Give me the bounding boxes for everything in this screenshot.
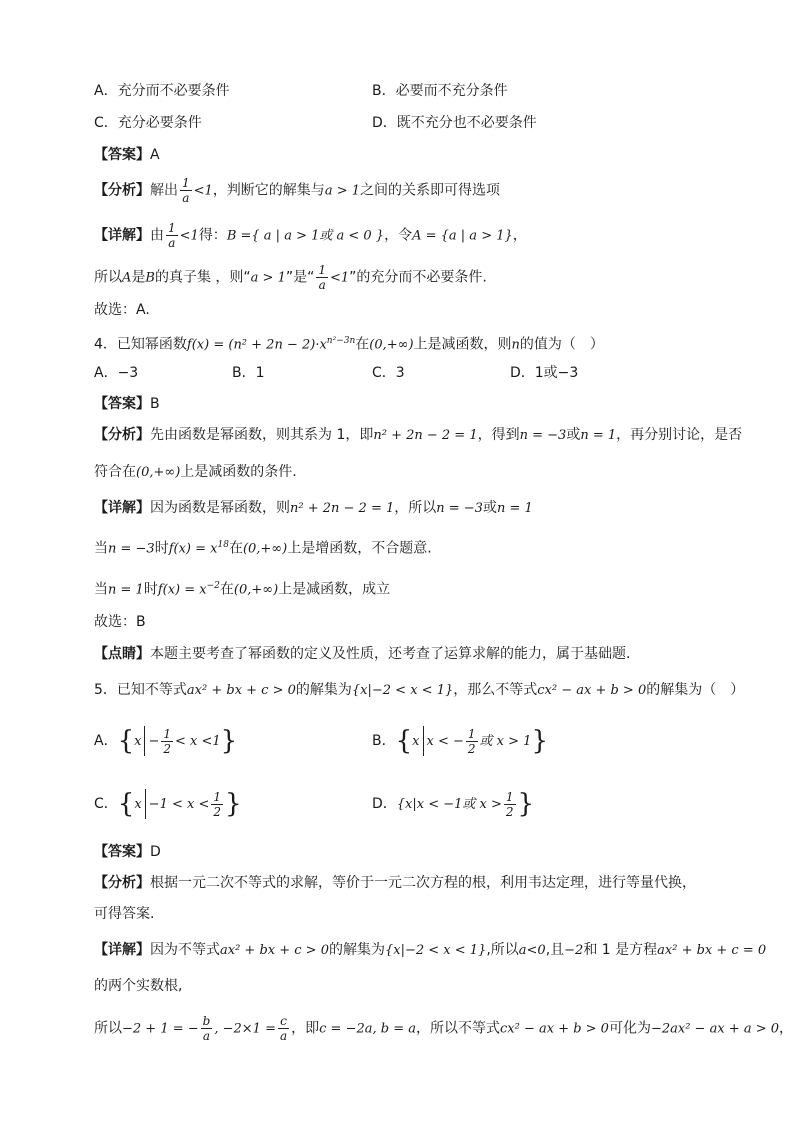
q5-detail-line2: 的两个实数根, — [94, 978, 183, 994]
q5-option-b: B．{x x < − $\frac{1}{2}$ 或 x > 1} — [372, 726, 548, 756]
q3-option-a: A．充分而不必要条件 — [94, 83, 230, 99]
fraction: $\frac{1}{a}$ — [168, 221, 176, 250]
q5-detail-line3: 所以−2 + 1 = − $\frac{b}{a}$ , −2×1 = $\frac{c}{a}$ ，即c = −2a, b = a，所以不等式cx² − ax + b > 0可化为−2ax² − ax + a > 0， — [94, 1014, 794, 1043]
answer-tag: 【答案】 — [94, 147, 150, 163]
q4-analysis-line2: 符合在(0,+∞)上是减函数的条件. — [94, 464, 297, 480]
detail-tag: 【详解】 — [94, 227, 150, 244]
analysis-tag: 【分析】 — [94, 182, 150, 199]
analysis-text: 解出 — [150, 182, 178, 199]
q4-choose: 故选：B — [94, 614, 146, 630]
q5-option-c: C．{x −1 < x < $\frac{1}{2}$ } — [94, 789, 242, 819]
q5-answer: 【答案】D — [94, 844, 161, 860]
q4-detail: 【详解】因为函数是幂函数，则n² + 2n − 2 = 1，所以n = −3或n = 1 — [94, 500, 533, 516]
fraction: $\frac{1}{a}$ — [182, 176, 190, 205]
q3-analysis: 【分析】解出 $\frac{1}{a}$ <1，判断它的解集与a > 1之间的关系即可得选项 — [94, 176, 500, 205]
fraction: $\frac{1}{a}$ — [318, 263, 326, 292]
q3-option-b: B．必要而不充分条件 — [372, 83, 508, 99]
q4-stem: 4．已知幂函数$f(x) = (n^2 + 2n - 2)\cdot x^{n^2-3n}$在(0,+∞)上是减函数，则n的值为（ ） — [94, 336, 604, 353]
q3-option-d: D．既不充分也不必要条件 — [372, 115, 537, 131]
q5-detail-line1: 【详解】因为不等式ax² + bx + c > 0的解集为{x|−2 < x < 1},所以a<0,且−2和 1 是方程ax² + bx + c = 0 — [94, 942, 767, 958]
q4-case2: 当n = 1时$f(x) = x^{-2}$在(0,+∞)上是减函数，成立 — [94, 581, 391, 598]
q5-analysis-line2: 可得答案. — [94, 906, 155, 922]
q4-option-c: C．3 — [372, 365, 405, 381]
q4-case1: 当n = −3时$f(x) = x^{18}$在(0,+∞)上是增函数，不合题意. — [94, 540, 432, 557]
q4-option-b: B．1 — [232, 365, 265, 381]
q3-detail: 【详解】由 $\frac{1}{a}$ <1得：B ={ a | a > 1或 a < 0 }，令A = {a | a > 1}， — [94, 221, 527, 250]
q5-option-d: D．{x|x < −1或 x > $\frac{1}{2}$ } — [372, 789, 535, 819]
q4-option-d: D．1或−3 — [510, 365, 579, 381]
q3-choose: 故选：A. — [94, 302, 150, 318]
q4-answer: 【答案】B — [94, 396, 160, 412]
q4-comment: 【点睛】本题主要考查了幂函数的定义及性质，还考查了运算求解的能力，属于基础题. — [94, 646, 631, 662]
answer-value: A — [150, 147, 160, 163]
q3-conclusion: 所以A是B的真子集 ，则“a > 1”是“ $\frac{1}{a}$ <1”的充分而不必要条件. — [94, 263, 487, 292]
q4-option-a: A．−3 — [94, 365, 139, 381]
q3-answer — [94, 145, 160, 165]
q3-option-c: C．充分必要条件 — [94, 115, 202, 131]
q5-analysis-line1: 【分析】根据一元二次不等式的求解，等价于一元二次方程的根，利用韦达定理，进行等量代换， — [94, 875, 696, 891]
q4-analysis-line1: 【分析】先由函数是幂函数，则其系为 1，即n² + 2n − 2 = 1，得到n = −3或n = 1，再分别讨论，是否 — [94, 427, 743, 443]
q5-stem: 5．已知不等式ax² + bx + c > 0的解集为{x|−2 < x < 1}，那么不等式cx² − ax + b > 0的解集为（ ） — [94, 682, 745, 698]
q5-option-a: A．{x − $\frac{1}{2}$ < x <1} — [94, 726, 238, 756]
